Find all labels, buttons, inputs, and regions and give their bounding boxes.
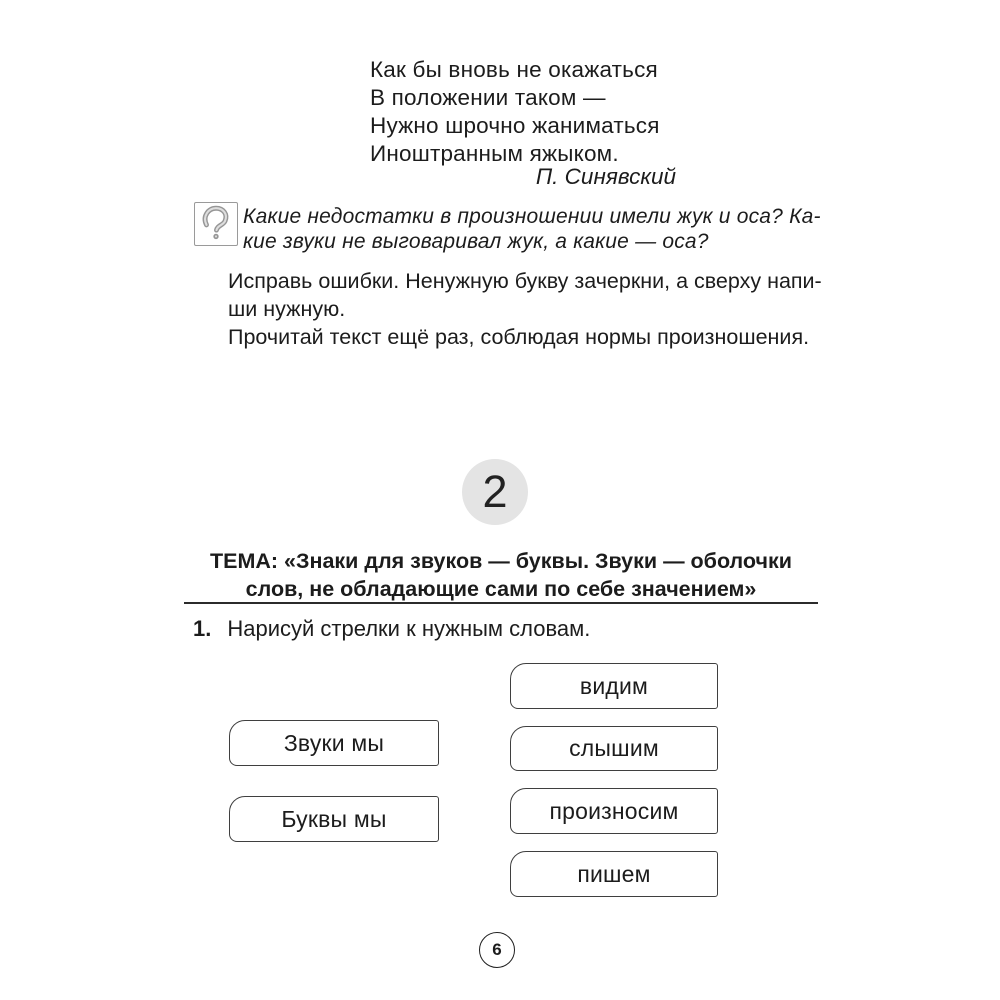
match-box-vidim[interactable]: видим [510,663,718,709]
exercise-text: Нарисуй стрелки к нужным словам. [227,616,591,641]
exercise-1 [193,616,590,642]
theme-heading-line: слов, не обладающие сами по себе значением» [245,577,757,601]
exercise-number: 1. [193,616,212,641]
page-number-badge: 6 [479,932,515,968]
section-number-badge: 2 [462,459,528,525]
question-text [243,204,825,254]
question-task-marker [194,202,238,246]
instruction-paragraph-2: Прочитай текст ещё раз, соблюдая нормы произношения. [228,325,810,349]
match-box-pishem[interactable]: пишем [510,851,718,897]
match-box-proiznosim[interactable]: произносим [510,788,718,834]
match-box-slyshim[interactable]: слышим [510,726,718,771]
heading-divider [184,602,818,604]
question-mark-icon [197,203,235,246]
match-box-zvuki-my[interactable]: Звуки мы [229,720,439,766]
poem-line: Как бы вновь не окажаться [370,57,658,82]
instruction-line: Исправь ошибки. Ненужную букву зачеркни, а сверху напи- [228,269,822,293]
theme-heading [184,547,818,603]
theme-heading-line: ТЕМА: «Знаки для звуков — буквы. Звуки — оболочки [209,549,792,573]
question-text-line: Какие недостатки в произношении имели жук и оса? Ка- [243,205,821,228]
instruction-line: ши нужную. [228,297,346,321]
poem [370,56,660,168]
question-text-line: кие звуки не выговаривал жук, а какие — оса? [243,230,709,253]
poem-line: В положении таком — [370,85,606,110]
match-box-bukvy-my[interactable]: Буквы мы [229,796,439,842]
poem-author: П. Синявский [535,164,676,189]
instruction-paragraph-1 [228,267,832,323]
poem-line: Нужно шрочно жаниматься [370,113,660,138]
poem-line: Иноштранным яжыком. [370,141,619,166]
